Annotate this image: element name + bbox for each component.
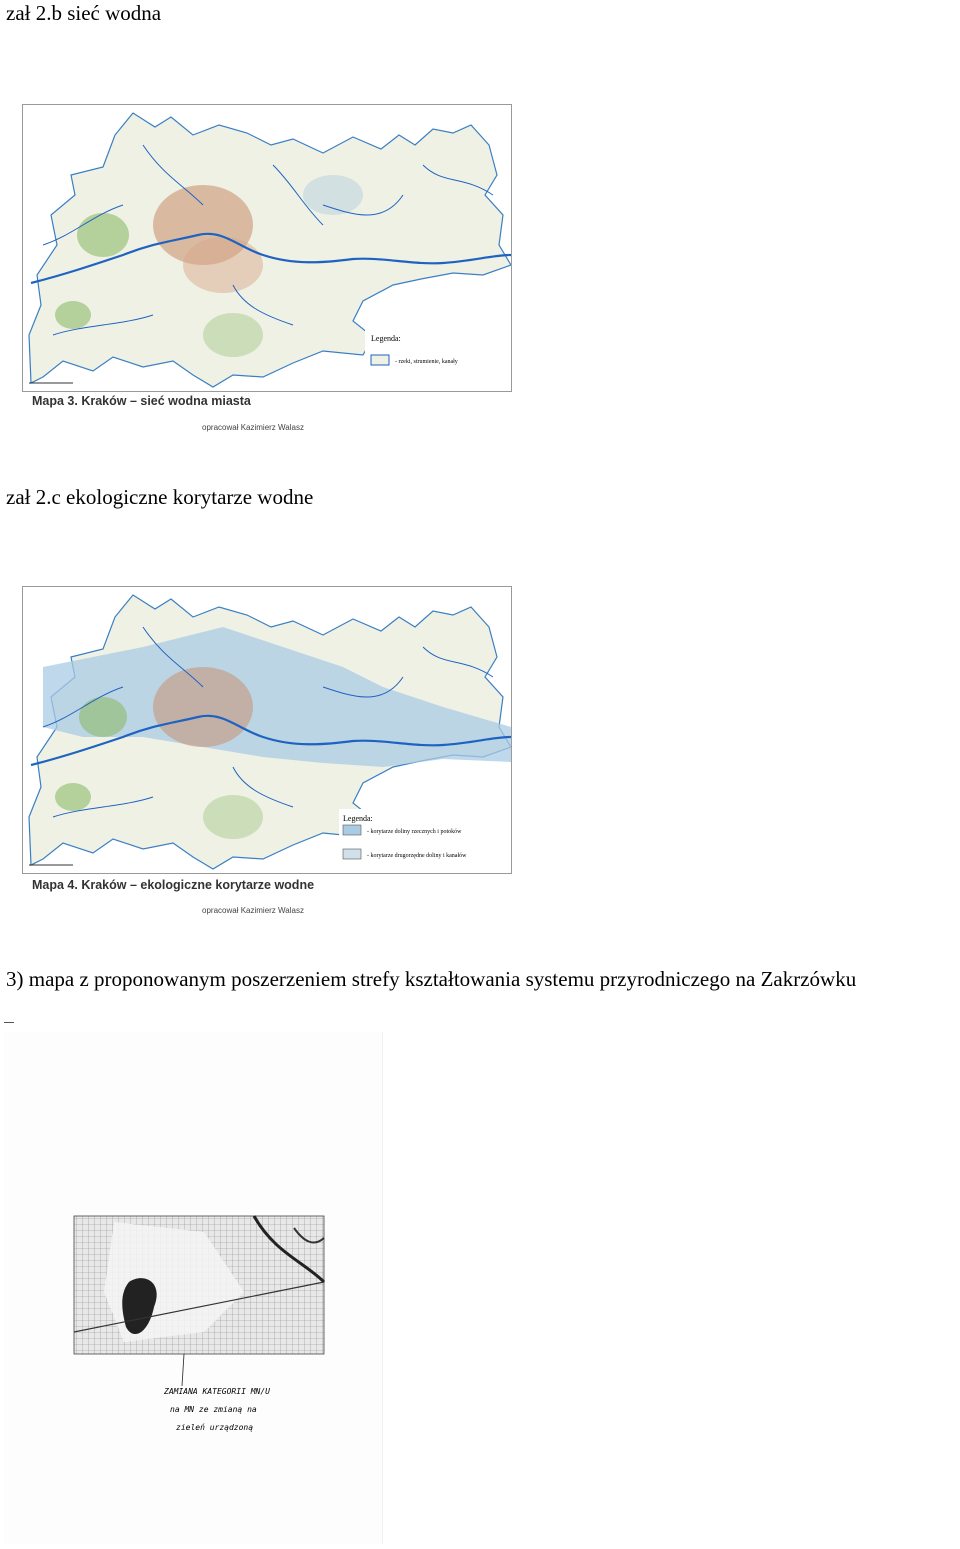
- heading-zakrzowek-map: 3) mapa z proponowanym poszerzeniem strefy kształtowania systemu przyrodniczego na Zakrzówku: [6, 967, 857, 991]
- legend-swatch-rivers: [371, 355, 389, 365]
- legend-item-main-corridors: - korytarze doliny rzecznych i potoków: [367, 829, 462, 835]
- scanned-page: [4, 1032, 383, 1544]
- map-credit-water-network: opracował Kazimierz Walasz: [202, 423, 304, 432]
- legend-swatch-secondary-corridors: [343, 849, 361, 859]
- handwritten-annotation-line-1: ZAMIANA KATEGORII MN/U: [164, 1387, 270, 1396]
- legend-swatch-main-corridors: [343, 825, 361, 835]
- legend-item-secondary-corridors: - korytarze drugorzędne doliny i kanałów: [367, 853, 467, 859]
- legend-title: Legenda:: [343, 814, 373, 823]
- map-credit-ecological-corridors: opracował Kazimierz Walasz: [202, 906, 304, 915]
- map-water-network: [22, 104, 512, 392]
- map-caption-water-network: Mapa 3. Kraków – sieć wodna miasta: [32, 394, 251, 408]
- heading-ecological-corridors: zał 2.c ekologiczne korytarze wodne: [6, 485, 314, 509]
- legend-item-rivers: - rzeki, strumienie, kanały: [395, 359, 458, 365]
- legend-title: Legenda:: [371, 334, 401, 343]
- map-caption-ecological-corridors: Mapa 4. Kraków – ekologiczne korytarze wodne: [32, 878, 315, 892]
- heading-water-network: zał 2.b sieć wodna: [6, 1, 162, 25]
- small-dash: [4, 1022, 14, 1023]
- handwritten-annotation-line-3: zieleń urządzoną: [176, 1423, 254, 1432]
- handwritten-annotation-line-2: na MN ze zmianą na: [170, 1405, 257, 1414]
- map-ecological-corridors: [22, 586, 512, 874]
- krakow-water-map-graphic: [23, 105, 511, 391]
- krakow-corridors-map-graphic: [23, 587, 511, 873]
- zakrzowek-scan-graphic: [4, 1032, 382, 1544]
